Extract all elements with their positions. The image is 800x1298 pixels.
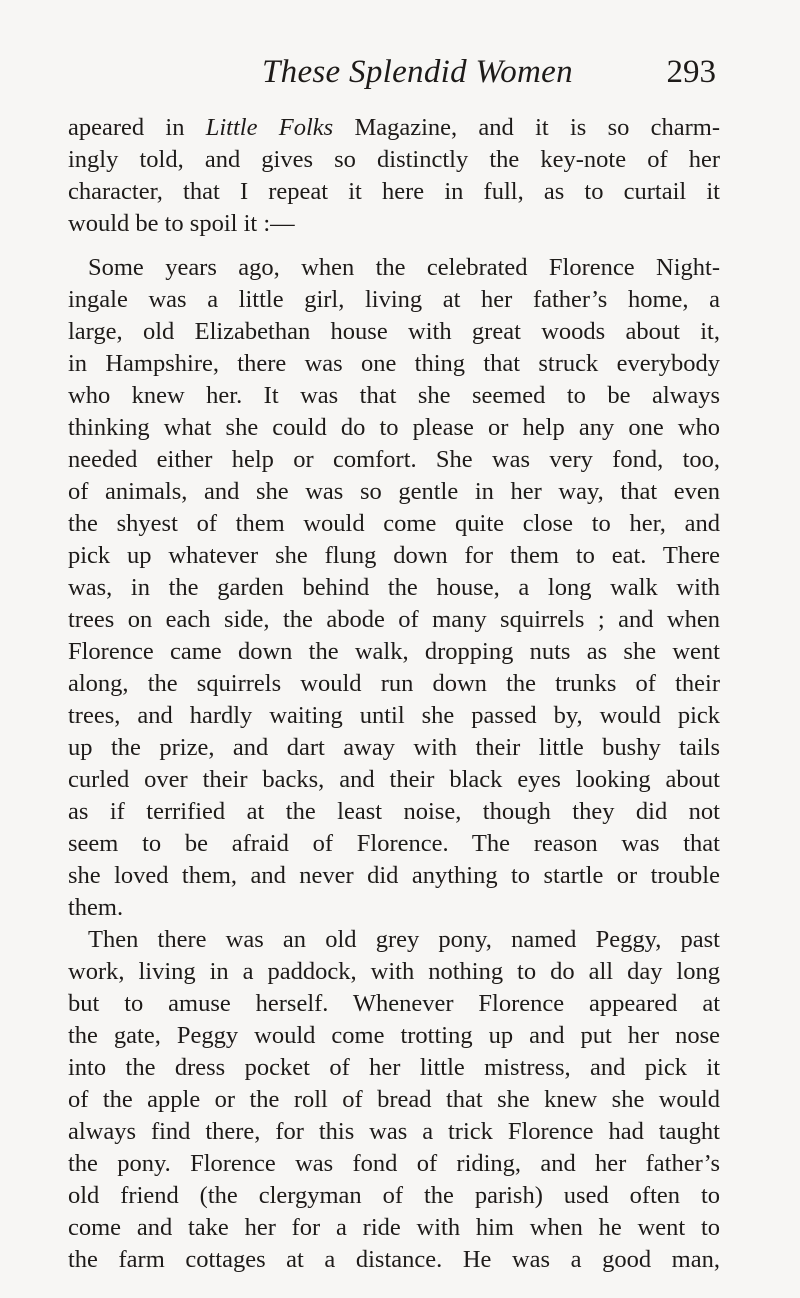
text-line: large, old Elizabethan house with great woods about it, [68,318,720,345]
text-line: seem to be afraid of Florence. The reason was that [68,830,720,857]
paragraph-intro [68,112,720,240]
text-line: the pony. Florence was fond of riding, and her father’s [68,1150,720,1177]
body-text [68,112,720,1276]
text-line: in Hampshire, there was one thing that struck everybody [68,350,720,377]
text-line: who knew her. It was that she seemed to be always [68,382,720,409]
text-line: ingly told, and gives so distinctly the key-note of her [68,146,720,173]
text-line: the shyest of them would come quite close to her, and [68,510,720,537]
paragraph-squirrels [68,252,720,924]
text-line: into the dress pocket of her little mistress, and pick it [68,1054,720,1081]
text-line: work, living in a paddock, with nothing to do all day long [68,958,720,985]
text-line: come and take her for a ride with him when he went to [68,1214,720,1241]
page-number: 293 [666,54,716,90]
text-line: was, in the garden behind the house, a long walk with [68,574,720,601]
text-line: apeared in Little Folks Magazine, and it is so charm- [68,114,720,141]
text-line: as if terrified at the least noise, though they did not [68,798,720,825]
text-line: always find there, for this was a trick Florence had taught [68,1118,720,1145]
text-line: the gate, Peggy would come trotting up and put her nose [68,1022,720,1049]
text-line: the farm cottages at a distance. He was a good man, [68,1246,720,1273]
text-line: them. [68,894,124,921]
text-line: Some years ago, when the celebrated Florence Night- [88,254,720,281]
running-head [68,54,716,104]
text-line: would be to spoil it :— [68,210,295,237]
text-line: old friend (the clergyman of the parish) used often to [68,1182,720,1209]
text-line: pick up whatever she flung down for them to eat. There [68,542,720,569]
text-line: curled over their backs, and their black eyes looking about [68,766,720,793]
text-line: ingale was a little girl, living at her father’s home, a [68,286,720,313]
paragraph-peggy [68,924,720,1276]
text-line: trees, and hardly waiting until she passed by, would pick [68,702,720,729]
text-line: of animals, and she was so gentle in her way, that even [68,478,720,505]
text-line: trees on each side, the abode of many squirrels ; and when [68,606,720,633]
text-line: Florence came down the walk, dropping nuts as she went [68,638,720,665]
text-line: thinking what she could do to please or help any one who [68,414,720,441]
text-line: up the prize, and dart away with their little bushy tails [68,734,720,761]
running-title: These Splendid Women [262,54,573,90]
text-line: Then there was an old grey pony, named Peggy, past [88,926,720,953]
text-line: needed either help or comfort. She was very fond, too, [68,446,720,473]
text-line: but to amuse herself. Whenever Florence appeared at [68,990,720,1017]
text-line: along, the squirrels would run down the trunks of their [68,670,720,697]
text-line: of the apple or the roll of bread that she knew she would [68,1086,720,1113]
magazine-title: Little Folks [205,114,334,141]
text-line: she loved them, and never did anything to startle or trouble [68,862,720,889]
text-line: character, that I repeat it here in full, as to curtail it [68,178,720,205]
